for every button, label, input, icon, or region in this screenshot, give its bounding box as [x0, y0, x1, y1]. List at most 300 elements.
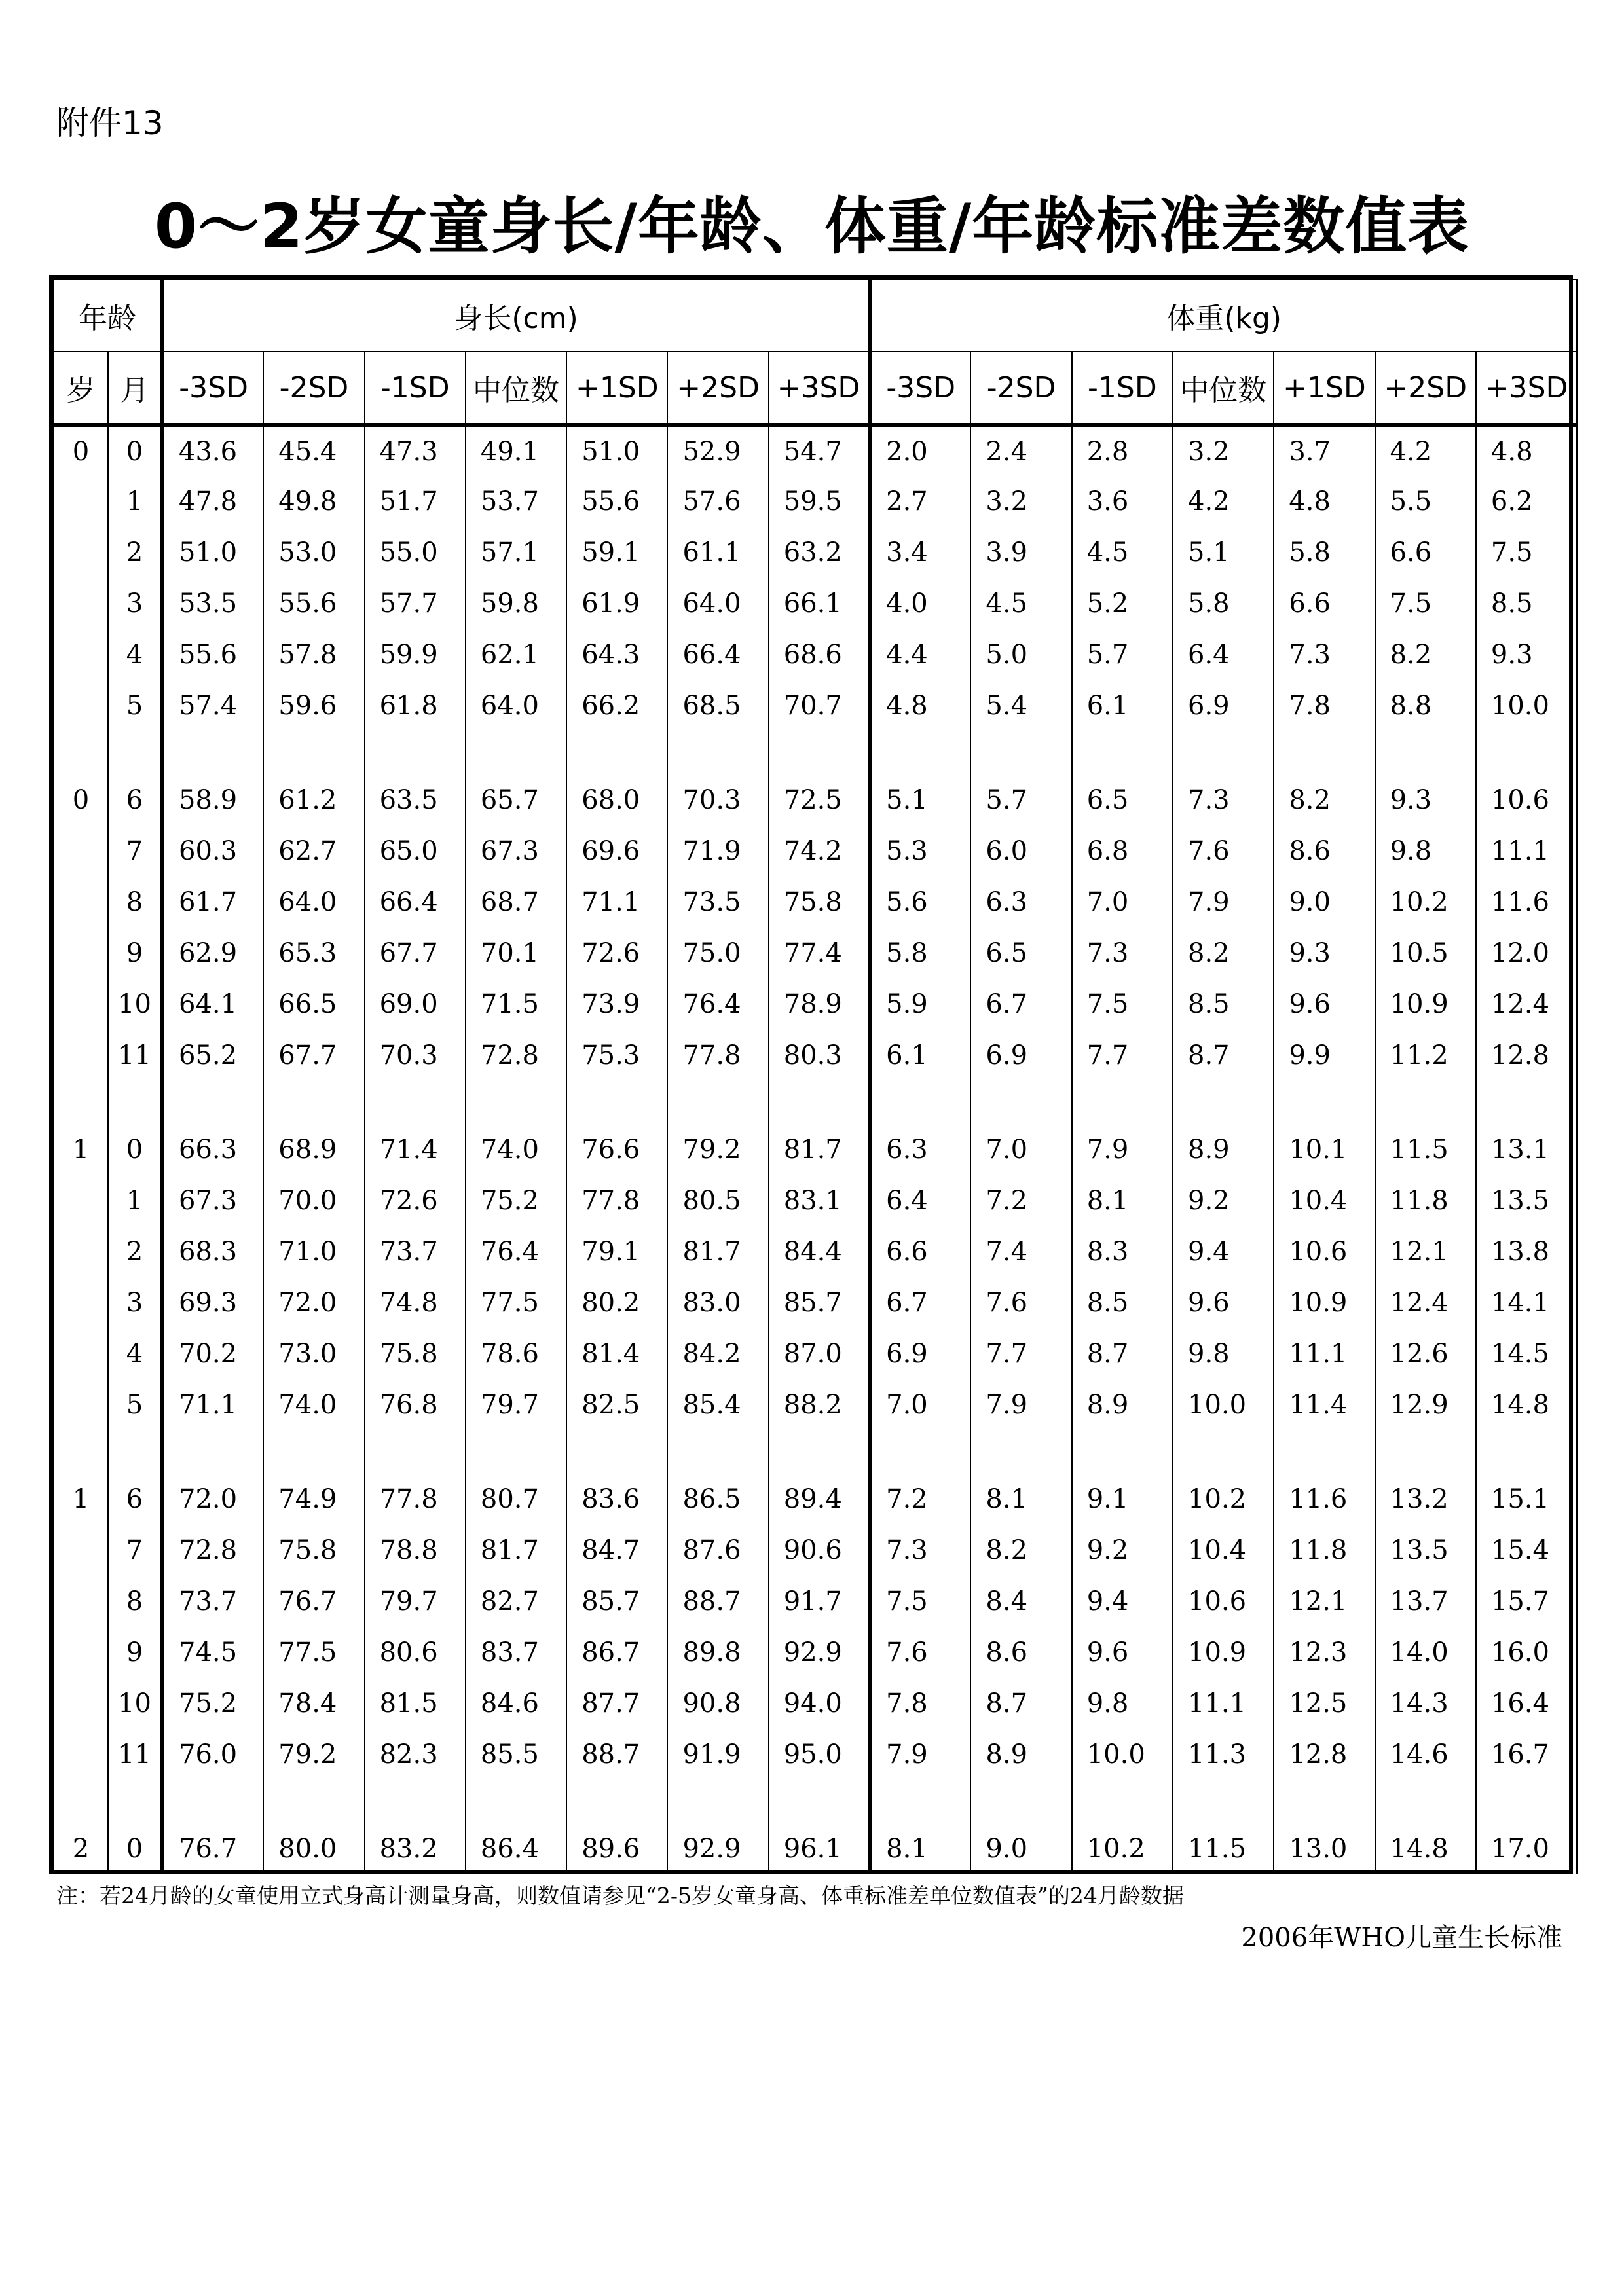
length-value-cell: 62.1 — [466, 629, 566, 680]
table-row — [54, 877, 1577, 928]
weight-value-cell: 10.0 — [1173, 1379, 1274, 1430]
length-value-cell: 77.4 — [769, 928, 870, 979]
length-value-cell: 74.0 — [466, 1124, 566, 1175]
length-value-cell: 63.5 — [365, 774, 466, 826]
weight-value-cell: 8.6 — [1274, 826, 1375, 877]
length-value-cell: 57.7 — [365, 578, 466, 629]
length-value-cell: 63.2 — [769, 527, 870, 578]
length-col-header: -1SD — [365, 352, 466, 425]
weight-value-cell: 8.1 — [970, 1474, 1071, 1525]
length-value-cell: 75.8 — [263, 1525, 364, 1576]
weight-col-header: -2SD — [970, 352, 1071, 425]
table-row — [54, 1124, 1577, 1175]
length-value-cell: 65.2 — [162, 1030, 263, 1081]
length-value-cell: 86.7 — [566, 1627, 667, 1678]
length-value-cell: 67.7 — [263, 1030, 364, 1081]
month-cell: 11 — [108, 1030, 162, 1081]
table-row — [54, 774, 1577, 826]
length-value-cell: 64.0 — [466, 680, 566, 731]
weight-value-cell: 6.3 — [870, 1124, 970, 1175]
group-spacer-row — [54, 731, 1577, 774]
year-cell — [54, 1729, 108, 1780]
year-cell — [54, 979, 108, 1030]
length-value-cell: 66.5 — [263, 979, 364, 1030]
length-value-cell: 81.7 — [769, 1124, 870, 1175]
weight-value-cell: 11.1 — [1274, 1328, 1375, 1379]
length-value-cell: 75.8 — [769, 877, 870, 928]
weight-value-cell: 9.3 — [1476, 629, 1577, 680]
length-value-cell: 57.8 — [263, 629, 364, 680]
length-value-cell: 92.9 — [769, 1627, 870, 1678]
weight-value-cell: 11.1 — [1476, 826, 1577, 877]
weight-value-cell: 7.2 — [870, 1474, 970, 1525]
group-spacer-row — [54, 1780, 1577, 1823]
length-value-cell: 76.0 — [162, 1729, 263, 1780]
month-cell: 4 — [108, 629, 162, 680]
weight-value-cell: 3.2 — [970, 476, 1071, 527]
weight-value-cell: 9.0 — [1274, 877, 1375, 928]
weight-value-cell: 4.5 — [1072, 527, 1173, 578]
weight-value-cell: 6.1 — [870, 1030, 970, 1081]
length-value-cell: 55.6 — [263, 578, 364, 629]
length-value-cell: 80.6 — [365, 1627, 466, 1678]
length-value-cell: 76.7 — [263, 1576, 364, 1627]
length-value-cell: 74.0 — [263, 1379, 364, 1430]
weight-value-cell: 6.9 — [870, 1328, 970, 1379]
length-value-cell: 80.7 — [466, 1474, 566, 1525]
length-value-cell: 94.0 — [769, 1678, 870, 1729]
weight-value-cell: 12.0 — [1476, 928, 1577, 979]
weight-value-cell: 11.6 — [1476, 877, 1577, 928]
weight-value-cell: 8.9 — [1173, 1124, 1274, 1175]
weight-value-cell: 7.0 — [970, 1124, 1071, 1175]
weight-value-cell: 4.2 — [1173, 476, 1274, 527]
length-value-cell: 81.7 — [667, 1226, 768, 1277]
weight-value-cell: 12.1 — [1375, 1226, 1476, 1277]
length-value-cell: 65.7 — [466, 774, 566, 826]
length-value-cell: 59.5 — [769, 476, 870, 527]
length-value-cell: 81.5 — [365, 1678, 466, 1729]
length-value-cell: 80.2 — [566, 1277, 667, 1328]
weight-value-cell: 7.0 — [870, 1379, 970, 1430]
weight-value-cell: 6.5 — [1072, 774, 1173, 826]
weight-value-cell: 17.0 — [1476, 1823, 1577, 1874]
weight-value-cell: 8.2 — [1375, 629, 1476, 680]
length-value-cell: 70.0 — [263, 1175, 364, 1226]
weight-value-cell: 11.8 — [1274, 1525, 1375, 1576]
weight-value-cell: 9.6 — [1274, 979, 1375, 1030]
length-value-cell: 54.7 — [769, 425, 870, 476]
length-value-cell: 62.7 — [263, 826, 364, 877]
length-value-cell: 70.2 — [162, 1328, 263, 1379]
length-col-header: +2SD — [667, 352, 768, 425]
weight-value-cell: 7.9 — [1173, 877, 1274, 928]
length-value-cell: 76.8 — [365, 1379, 466, 1430]
length-value-cell: 72.6 — [566, 928, 667, 979]
year-cell — [54, 1030, 108, 1081]
weight-value-cell: 7.2 — [970, 1175, 1071, 1226]
length-value-cell: 88.7 — [566, 1729, 667, 1780]
length-value-cell: 68.6 — [769, 629, 870, 680]
length-value-cell: 65.3 — [263, 928, 364, 979]
group-spacer-row — [54, 1430, 1577, 1474]
table-row — [54, 527, 1577, 578]
weight-value-cell: 9.0 — [970, 1823, 1071, 1874]
length-value-cell: 70.3 — [667, 774, 768, 826]
length-value-cell: 76.4 — [466, 1226, 566, 1277]
footnote: 注：若24月龄的女童使用立式身高计测量身高，则数值请参见“2-5岁女童身高、体重标准差单位数值表”的24月龄数据 — [56, 1883, 1184, 1908]
length-value-cell: 73.0 — [263, 1328, 364, 1379]
table-row — [54, 1525, 1577, 1576]
sd-table — [53, 279, 1578, 1874]
weight-col-header: 中位数 — [1173, 352, 1274, 425]
weight-value-cell: 5.0 — [970, 629, 1071, 680]
year-header: 岁 — [54, 352, 108, 425]
weight-value-cell: 10.6 — [1274, 1226, 1375, 1277]
weight-value-cell: 8.2 — [970, 1525, 1071, 1576]
length-value-cell: 59.1 — [566, 527, 667, 578]
weight-value-cell: 7.4 — [970, 1226, 1071, 1277]
weight-value-cell: 5.1 — [1173, 527, 1274, 578]
length-value-cell: 61.1 — [667, 527, 768, 578]
month-cell: 1 — [108, 476, 162, 527]
length-value-cell: 71.0 — [263, 1226, 364, 1277]
length-value-cell: 71.9 — [667, 826, 768, 877]
weight-value-cell: 11.4 — [1274, 1379, 1375, 1430]
month-cell: 8 — [108, 877, 162, 928]
length-value-cell: 73.9 — [566, 979, 667, 1030]
weight-value-cell: 7.6 — [870, 1627, 970, 1678]
length-value-cell: 71.5 — [466, 979, 566, 1030]
length-value-cell: 89.6 — [566, 1823, 667, 1874]
attachment-label: 附件13 — [56, 104, 164, 142]
length-value-cell: 83.2 — [365, 1823, 466, 1874]
length-value-cell: 53.7 — [466, 476, 566, 527]
weight-value-cell: 5.8 — [1173, 578, 1274, 629]
table-row — [54, 1030, 1577, 1081]
month-cell: 3 — [108, 1277, 162, 1328]
weight-col-header: -1SD — [1072, 352, 1173, 425]
weight-value-cell: 8.5 — [1072, 1277, 1173, 1328]
length-value-cell: 71.4 — [365, 1124, 466, 1175]
length-value-cell: 92.9 — [667, 1823, 768, 1874]
weight-value-cell: 8.7 — [970, 1678, 1071, 1729]
year-cell — [54, 629, 108, 680]
table-row — [54, 1277, 1577, 1328]
age-header: 年龄 — [54, 280, 162, 352]
weight-value-cell: 9.9 — [1274, 1030, 1375, 1081]
weight-value-cell: 4.0 — [870, 578, 970, 629]
month-cell: 1 — [108, 1175, 162, 1226]
year-cell — [54, 578, 108, 629]
weight-value-cell: 8.1 — [1072, 1175, 1173, 1226]
weight-value-cell: 12.1 — [1274, 1576, 1375, 1627]
table-row — [54, 578, 1577, 629]
weight-value-cell: 5.5 — [1375, 476, 1476, 527]
weight-value-cell: 9.2 — [1173, 1175, 1274, 1226]
year-cell — [54, 1226, 108, 1277]
weight-value-cell: 14.3 — [1375, 1678, 1476, 1729]
weight-value-cell: 8.2 — [1173, 928, 1274, 979]
weight-value-cell: 4.2 — [1375, 425, 1476, 476]
weight-value-cell: 3.6 — [1072, 476, 1173, 527]
weight-value-cell: 13.8 — [1476, 1226, 1577, 1277]
length-value-cell: 45.4 — [263, 425, 364, 476]
year-cell — [54, 1627, 108, 1678]
group-spacer-row — [54, 1081, 1577, 1124]
weight-value-cell: 10.4 — [1173, 1525, 1274, 1576]
length-value-cell: 90.6 — [769, 1525, 870, 1576]
length-value-cell: 67.3 — [162, 1175, 263, 1226]
weight-value-cell: 8.5 — [1476, 578, 1577, 629]
weight-value-cell: 6.2 — [1476, 476, 1577, 527]
length-value-cell: 90.8 — [667, 1678, 768, 1729]
weight-value-cell: 13.1 — [1476, 1124, 1577, 1175]
weight-value-cell: 6.1 — [1072, 680, 1173, 731]
length-value-cell: 75.3 — [566, 1030, 667, 1081]
length-value-cell: 85.7 — [566, 1576, 667, 1627]
month-cell: 0 — [108, 425, 162, 476]
length-value-cell: 73.7 — [365, 1226, 466, 1277]
length-value-cell: 80.0 — [263, 1823, 364, 1874]
weight-value-cell: 3.9 — [970, 527, 1071, 578]
weight-value-cell: 7.8 — [870, 1678, 970, 1729]
length-value-cell: 75.0 — [667, 928, 768, 979]
length-value-cell: 83.0 — [667, 1277, 768, 1328]
weight-value-cell: 12.8 — [1476, 1030, 1577, 1081]
weight-value-cell: 7.9 — [870, 1729, 970, 1780]
length-value-cell: 61.8 — [365, 680, 466, 731]
year-cell — [54, 877, 108, 928]
year-cell — [54, 476, 108, 527]
length-value-cell: 78.9 — [769, 979, 870, 1030]
length-value-cell: 78.4 — [263, 1678, 364, 1729]
weight-value-cell: 10.6 — [1476, 774, 1577, 826]
weight-value-cell: 10.0 — [1072, 1729, 1173, 1780]
length-value-cell: 59.8 — [466, 578, 566, 629]
length-value-cell: 79.7 — [466, 1379, 566, 1430]
length-value-cell: 82.5 — [566, 1379, 667, 1430]
weight-value-cell: 12.3 — [1274, 1627, 1375, 1678]
table-body — [54, 425, 1577, 1874]
weight-value-cell: 10.9 — [1274, 1277, 1375, 1328]
weight-value-cell: 5.9 — [870, 979, 970, 1030]
length-value-cell: 71.1 — [566, 877, 667, 928]
length-value-cell: 74.9 — [263, 1474, 364, 1525]
length-value-cell: 52.9 — [667, 425, 768, 476]
length-value-cell: 75.8 — [365, 1328, 466, 1379]
length-value-cell: 67.3 — [466, 826, 566, 877]
weight-value-cell: 13.5 — [1476, 1175, 1577, 1226]
length-value-cell: 70.7 — [769, 680, 870, 731]
table-row — [54, 476, 1577, 527]
weight-value-cell: 6.0 — [970, 826, 1071, 877]
length-value-cell: 82.3 — [365, 1729, 466, 1780]
length-value-cell: 91.9 — [667, 1729, 768, 1780]
weight-value-cell: 11.8 — [1375, 1175, 1476, 1226]
weight-value-cell: 6.9 — [1173, 680, 1274, 731]
length-value-cell: 72.0 — [162, 1474, 263, 1525]
weight-value-cell: 3.7 — [1274, 425, 1375, 476]
length-value-cell: 55.6 — [566, 476, 667, 527]
weight-value-cell: 5.8 — [1274, 527, 1375, 578]
table-row — [54, 1627, 1577, 1678]
weight-value-cell: 7.3 — [1072, 928, 1173, 979]
weight-value-cell: 7.7 — [970, 1328, 1071, 1379]
length-value-cell: 57.4 — [162, 680, 263, 731]
length-value-cell: 83.1 — [769, 1175, 870, 1226]
length-value-cell: 47.3 — [365, 425, 466, 476]
weight-value-cell: 13.7 — [1375, 1576, 1476, 1627]
year-cell — [54, 1379, 108, 1430]
month-cell: 5 — [108, 680, 162, 731]
length-value-cell: 79.2 — [263, 1729, 364, 1780]
weight-value-cell: 10.6 — [1173, 1576, 1274, 1627]
month-cell: 7 — [108, 1525, 162, 1576]
weight-value-cell: 10.9 — [1173, 1627, 1274, 1678]
month-cell: 6 — [108, 1474, 162, 1525]
length-value-cell: 88.7 — [667, 1576, 768, 1627]
length-value-cell: 57.6 — [667, 476, 768, 527]
weight-value-cell: 8.3 — [1072, 1226, 1173, 1277]
weight-value-cell: 5.3 — [870, 826, 970, 877]
weight-value-cell: 4.8 — [1274, 476, 1375, 527]
weight-value-cell: 7.5 — [1072, 979, 1173, 1030]
length-value-cell: 68.0 — [566, 774, 667, 826]
length-value-cell: 83.7 — [466, 1627, 566, 1678]
weight-value-cell: 5.2 — [1072, 578, 1173, 629]
length-value-cell: 73.7 — [162, 1576, 263, 1627]
source-credit: 2006年WHO儿童生长标准 — [1241, 1923, 1562, 1953]
length-value-cell: 55.6 — [162, 629, 263, 680]
table-row — [54, 1823, 1577, 1874]
weight-value-cell: 8.5 — [1173, 979, 1274, 1030]
year-cell — [54, 1277, 108, 1328]
length-value-cell: 79.2 — [667, 1124, 768, 1175]
year-cell — [54, 1576, 108, 1627]
month-cell: 0 — [108, 1124, 162, 1175]
length-value-cell: 75.2 — [162, 1678, 263, 1729]
length-value-cell: 70.1 — [466, 928, 566, 979]
weight-col-header: +3SD — [1476, 352, 1577, 425]
length-value-cell: 81.7 — [466, 1525, 566, 1576]
weight-value-cell: 13.2 — [1375, 1474, 1476, 1525]
length-value-cell: 84.2 — [667, 1328, 768, 1379]
month-header: 月 — [108, 352, 162, 425]
length-value-cell: 68.9 — [263, 1124, 364, 1175]
weight-value-cell: 9.8 — [1173, 1328, 1274, 1379]
weight-value-cell: 7.5 — [870, 1576, 970, 1627]
length-value-cell: 77.8 — [365, 1474, 466, 1525]
weight-value-cell: 8.2 — [1274, 774, 1375, 826]
weight-value-cell: 2.7 — [870, 476, 970, 527]
weight-col-header: +1SD — [1274, 352, 1375, 425]
weight-value-cell: 14.0 — [1375, 1627, 1476, 1678]
length-value-cell: 70.3 — [365, 1030, 466, 1081]
length-value-cell: 81.4 — [566, 1328, 667, 1379]
weight-value-cell: 7.6 — [970, 1277, 1071, 1328]
length-value-cell: 59.6 — [263, 680, 364, 731]
length-value-cell: 85.5 — [466, 1729, 566, 1780]
length-value-cell: 89.4 — [769, 1474, 870, 1525]
length-value-cell: 53.5 — [162, 578, 263, 629]
table-row — [54, 629, 1577, 680]
length-value-cell: 84.4 — [769, 1226, 870, 1277]
length-value-cell: 47.8 — [162, 476, 263, 527]
length-value-cell: 68.5 — [667, 680, 768, 731]
length-value-cell: 64.3 — [566, 629, 667, 680]
length-value-cell: 88.2 — [769, 1379, 870, 1430]
month-cell: 7 — [108, 826, 162, 877]
weight-value-cell: 10.0 — [1476, 680, 1577, 731]
header-row-groups — [54, 280, 1577, 352]
length-value-cell: 80.5 — [667, 1175, 768, 1226]
length-value-cell: 77.5 — [466, 1277, 566, 1328]
length-col-header: -3SD — [162, 352, 263, 425]
weight-value-cell: 5.6 — [870, 877, 970, 928]
length-value-cell: 77.8 — [667, 1030, 768, 1081]
length-value-cell: 66.4 — [365, 877, 466, 928]
length-value-cell: 74.2 — [769, 826, 870, 877]
weight-value-cell: 7.0 — [1072, 877, 1173, 928]
weight-value-cell: 4.4 — [870, 629, 970, 680]
length-value-cell: 83.6 — [566, 1474, 667, 1525]
month-cell: 4 — [108, 1328, 162, 1379]
length-value-cell: 73.5 — [667, 877, 768, 928]
weight-col-header: +2SD — [1375, 352, 1476, 425]
length-col-header: 中位数 — [466, 352, 566, 425]
table-row — [54, 1729, 1577, 1780]
weight-value-cell: 11.5 — [1375, 1124, 1476, 1175]
month-cell: 2 — [108, 527, 162, 578]
month-cell: 6 — [108, 774, 162, 826]
length-value-cell: 79.1 — [566, 1226, 667, 1277]
year-cell: 0 — [54, 774, 108, 826]
length-value-cell: 75.2 — [466, 1175, 566, 1226]
weight-value-cell: 11.2 — [1375, 1030, 1476, 1081]
weight-value-cell: 8.6 — [970, 1627, 1071, 1678]
length-value-cell: 77.5 — [263, 1627, 364, 1678]
weight-value-cell: 8.9 — [1072, 1379, 1173, 1430]
length-value-cell: 69.3 — [162, 1277, 263, 1328]
weight-value-cell: 5.4 — [970, 680, 1071, 731]
length-value-cell: 67.7 — [365, 928, 466, 979]
table-row — [54, 1379, 1577, 1430]
weight-value-cell: 10.4 — [1274, 1175, 1375, 1226]
length-value-cell: 59.9 — [365, 629, 466, 680]
table-row — [54, 979, 1577, 1030]
weight-value-cell: 9.3 — [1274, 928, 1375, 979]
weight-value-cell: 7.9 — [970, 1379, 1071, 1430]
weight-value-cell: 9.6 — [1072, 1627, 1173, 1678]
weight-value-cell: 7.3 — [870, 1525, 970, 1576]
weight-value-cell: 10.2 — [1072, 1823, 1173, 1874]
weight-value-cell: 7.6 — [1173, 826, 1274, 877]
weight-value-cell: 14.6 — [1375, 1729, 1476, 1780]
weight-value-cell: 15.1 — [1476, 1474, 1577, 1525]
weight-value-cell: 6.4 — [1173, 629, 1274, 680]
weight-value-cell: 9.8 — [1375, 826, 1476, 877]
weight-value-cell: 8.4 — [970, 1576, 1071, 1627]
length-value-cell: 61.2 — [263, 774, 364, 826]
weight-value-cell: 7.5 — [1375, 578, 1476, 629]
weight-value-cell: 6.6 — [1274, 578, 1375, 629]
weight-value-cell: 3.2 — [1173, 425, 1274, 476]
table-row — [54, 1175, 1577, 1226]
length-value-cell: 86.5 — [667, 1474, 768, 1525]
month-cell: 9 — [108, 1627, 162, 1678]
length-value-cell: 84.7 — [566, 1525, 667, 1576]
